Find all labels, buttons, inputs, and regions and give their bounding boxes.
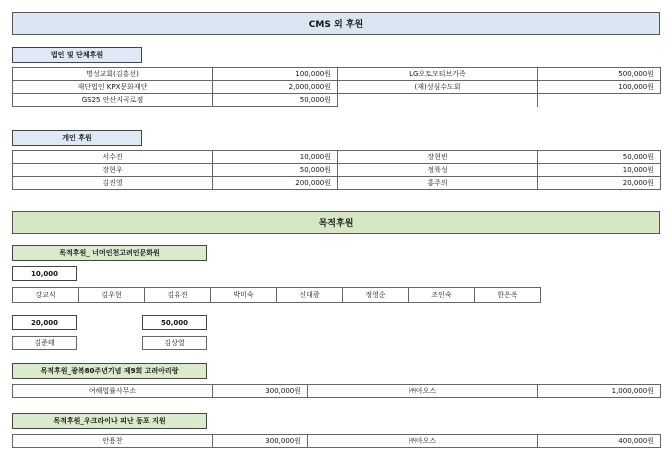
empty-cell bbox=[538, 94, 661, 107]
donation-amount: 200,000원 bbox=[213, 177, 338, 190]
purpose2-header-label: 목적후원_광복80주년기념 제9회 고려아리랑 bbox=[40, 367, 179, 375]
amount-text: 10,000 bbox=[30, 269, 58, 278]
donor-name: (재)성심수도회 bbox=[338, 81, 538, 94]
donor-name: 서수진 bbox=[13, 151, 213, 164]
donation-amount: 300,000원 bbox=[213, 385, 308, 398]
table-row bbox=[13, 177, 661, 190]
donor-name: 장현우 bbox=[13, 164, 213, 177]
donor-name: 김유진 bbox=[145, 287, 211, 303]
purpose2-table bbox=[12, 384, 661, 398]
donor-name: 김준태 bbox=[12, 336, 77, 350]
donor-name: 조인숙 bbox=[409, 287, 475, 303]
donation-amount: 10,000원 bbox=[538, 164, 661, 177]
donor-name: GS25 안산지곡로점 bbox=[13, 94, 213, 107]
page-title-banner bbox=[12, 12, 660, 35]
donation-amount: 10,000원 bbox=[213, 151, 338, 164]
corporate-donors-table bbox=[12, 67, 661, 107]
individual-donors-table bbox=[12, 150, 661, 190]
purpose1-header bbox=[12, 245, 207, 261]
donation-amount: 50,000원 bbox=[213, 164, 338, 177]
donor-name: 강교식 bbox=[12, 287, 79, 303]
amount-text: 50,000 bbox=[160, 318, 188, 327]
donor-name: LG오토모티브가족 bbox=[338, 68, 538, 81]
donor-name: 장현빈 bbox=[338, 151, 538, 164]
donation-amount: 500,000원 bbox=[538, 68, 661, 81]
table-row bbox=[13, 81, 661, 94]
purpose3-header-label: 목적후원_우크라이나 피난 동포 지원 bbox=[53, 417, 166, 425]
amount-text: 20,000 bbox=[30, 318, 58, 327]
table-row bbox=[13, 94, 661, 107]
corporate-section-header bbox=[12, 47, 142, 63]
table-row bbox=[13, 151, 661, 164]
donor-name: 김상열 bbox=[142, 336, 207, 350]
donation-amount: 50,000원 bbox=[538, 151, 661, 164]
purpose1-header-label: 목적후원_ 너머인천고려인문화원 bbox=[59, 249, 160, 257]
table-row bbox=[13, 68, 661, 81]
donation-amount: 20,000원 bbox=[538, 177, 661, 190]
donor-name: 홍주의 bbox=[338, 177, 538, 190]
purpose3-table bbox=[12, 434, 661, 448]
purpose-banner bbox=[12, 211, 660, 234]
table-row bbox=[13, 435, 661, 448]
donor-name: 여해법률사무소 bbox=[13, 385, 213, 398]
donor-name: 한은옥 bbox=[475, 287, 541, 303]
donation-amount: 100,000원 bbox=[538, 81, 661, 94]
purpose-title: 목적후원 bbox=[318, 219, 354, 229]
table-row bbox=[13, 164, 661, 177]
individual-header-label: 개인 후원 bbox=[62, 134, 92, 142]
amount-10000-label bbox=[12, 266, 77, 281]
table-row bbox=[13, 385, 661, 398]
donor-name: ㈜아오스 bbox=[308, 385, 538, 398]
donor-name: 박미숙 bbox=[211, 287, 277, 303]
donor-name: 신대광 bbox=[277, 287, 343, 303]
donation-amount: 2,000,000원 bbox=[213, 81, 338, 94]
empty-cell bbox=[338, 94, 538, 107]
donor-name: ㈜아오스 bbox=[308, 435, 538, 448]
donation-amount: 50,000원 bbox=[213, 94, 338, 107]
purpose2-header bbox=[12, 363, 207, 379]
corporate-header-label: 법인 및 단체후원 bbox=[50, 51, 104, 59]
purpose3-header bbox=[12, 413, 207, 429]
page-title: CMS 외 후원 bbox=[308, 20, 364, 30]
donation-amount: 300,000원 bbox=[213, 435, 308, 448]
donor-name: 김우현 bbox=[79, 287, 145, 303]
donor-name: 명성교회(김흥선) bbox=[13, 68, 213, 81]
donation-amount: 400,000원 bbox=[538, 435, 661, 448]
amount-20000-label bbox=[12, 315, 77, 330]
donor-name: 안용찬 bbox=[13, 435, 213, 448]
individual-section-header bbox=[12, 130, 142, 146]
amount-50000-label bbox=[142, 315, 207, 330]
donation-amount: 1,000,000원 bbox=[538, 385, 661, 398]
donor-name: 김진영 bbox=[13, 177, 213, 190]
donor-name: 재단법인 KPX문화재단 bbox=[13, 81, 213, 94]
names-10000-row bbox=[12, 287, 541, 303]
donation-amount: 100,000원 bbox=[213, 68, 338, 81]
donor-name: 정영순 bbox=[343, 287, 409, 303]
donor-name: 정륙성 bbox=[338, 164, 538, 177]
